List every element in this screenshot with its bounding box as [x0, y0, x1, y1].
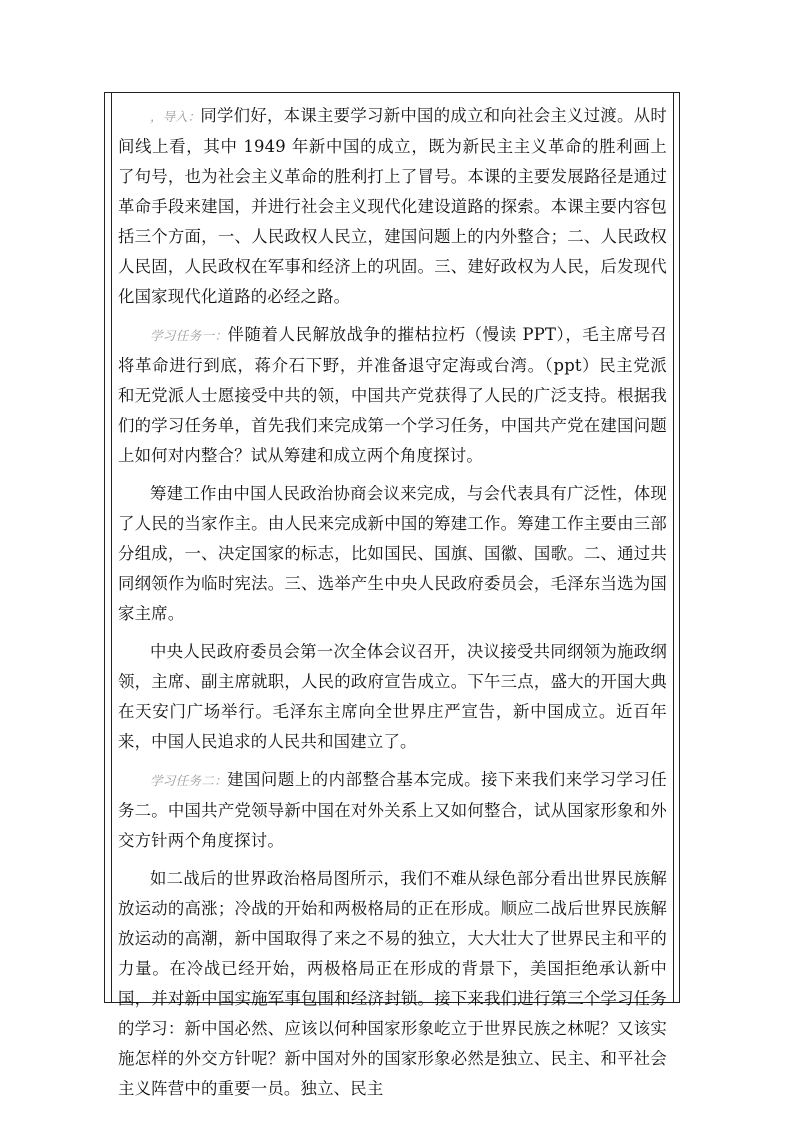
task-1-label: 学习任务一： [150, 328, 228, 343]
lesson-content [112, 93, 673, 1098]
table-border-right [673, 93, 674, 1002]
task-2-text: 建国问题上的内部整合基本完成。接下来我们来学习学习任务二。中国共产党领导新中国在对外关系上又如何整合，试从国家形象和外交方针两个角度探讨。 [118, 770, 667, 850]
lesson-table [104, 92, 680, 1098]
paragraph-preparation: 筹建工作由中国人民政治协商会议来完成，与会代表具有广泛性，体现了人民的当家作主。由人民来完成新中国的筹建工作。筹建工作主要由三部分组成，一、决定国家的标志，比如国民、国旗、国徽、国歌。二、通过共同纲领作为临时宪法。三、选举产生中央人民政府委员会，毛泽东当选为国家主席。 [118, 484, 667, 623]
paragraph-task-1 [118, 320, 667, 471]
intro-text: 同学们好，本课主要学习新中国的成立和向社会主义过渡。从时间线上看，其中 1949 年新中国的成立，既为新民主主义革命的胜利画上了句号，也为社会主义革命的胜利打上了冒号。本课的主要发展路径是通过革命手段来建国，并进行社会主义现代化建设道路的探索。本课主要内容包括三个方面，一、人民政权人民立，建国问题上的内外整合；二、人民政权人民固，人民政权在军事和经济上的巩固。三、建好政权为人民，后发现代化国家现代化道路的必经之路。 [118, 106, 667, 306]
intro-label: ，导入： [150, 109, 201, 124]
task-2-label: 学习任务二： [150, 773, 228, 788]
paragraph-founding: 中央人民政府委员会第一次全体会议召开，决议接受共同纲领为施政纲领，主席、副主席就职，人民的政府宣告成立。下午三点，盛大的开国大典在天安门广场举行。毛泽东主席向全世界庄严宣告，新中国成立。近百年来，中国人民追求的人民共和国建立了。 [118, 642, 667, 751]
task-1-text: 伴随着人民解放战争的摧枯拉朽（慢读 PPT），毛主席号召将革命进行到底，蒋介石下野，并准备退守定海或台湾。（ppt）民主党派和无党派人士愿接受中共的领，中国共产党获得了人民的广泛支持。根据我们的学习任务单，首先我们来完成第一个学习任务，中国共产党在建国问题上如何对内整合？试从筹建和成立两个角度探讨。 [118, 325, 667, 465]
paragraph-world-situation: 如二战后的世界政治格局图所示，我们不难从绿色部分看出世界民族解放运动的高涨；冷战的开始和两极格局的正在形成。顺应二战后世界民族解放运动的高潮，新中国取得了来之不易的独立，大大壮大了世界民主和平的力量。在冷战已经开始，两极格局正在形成的背景下，美国拒绝承认新中国，并对新中国实施军事包围和经济封锁。接下来我们进行第三个学习任务的学习：新中国必然、应该以何种国家形象屹立于世界民族之林呢？又该实施怎样的外交方针呢？新中国对外的国家形象必然是独立、民主、和平社会主义阵营中的重要一员。独立、民主 [118, 869, 667, 1098]
paragraph-intro [118, 101, 667, 312]
paragraph-task-2 [118, 765, 667, 856]
